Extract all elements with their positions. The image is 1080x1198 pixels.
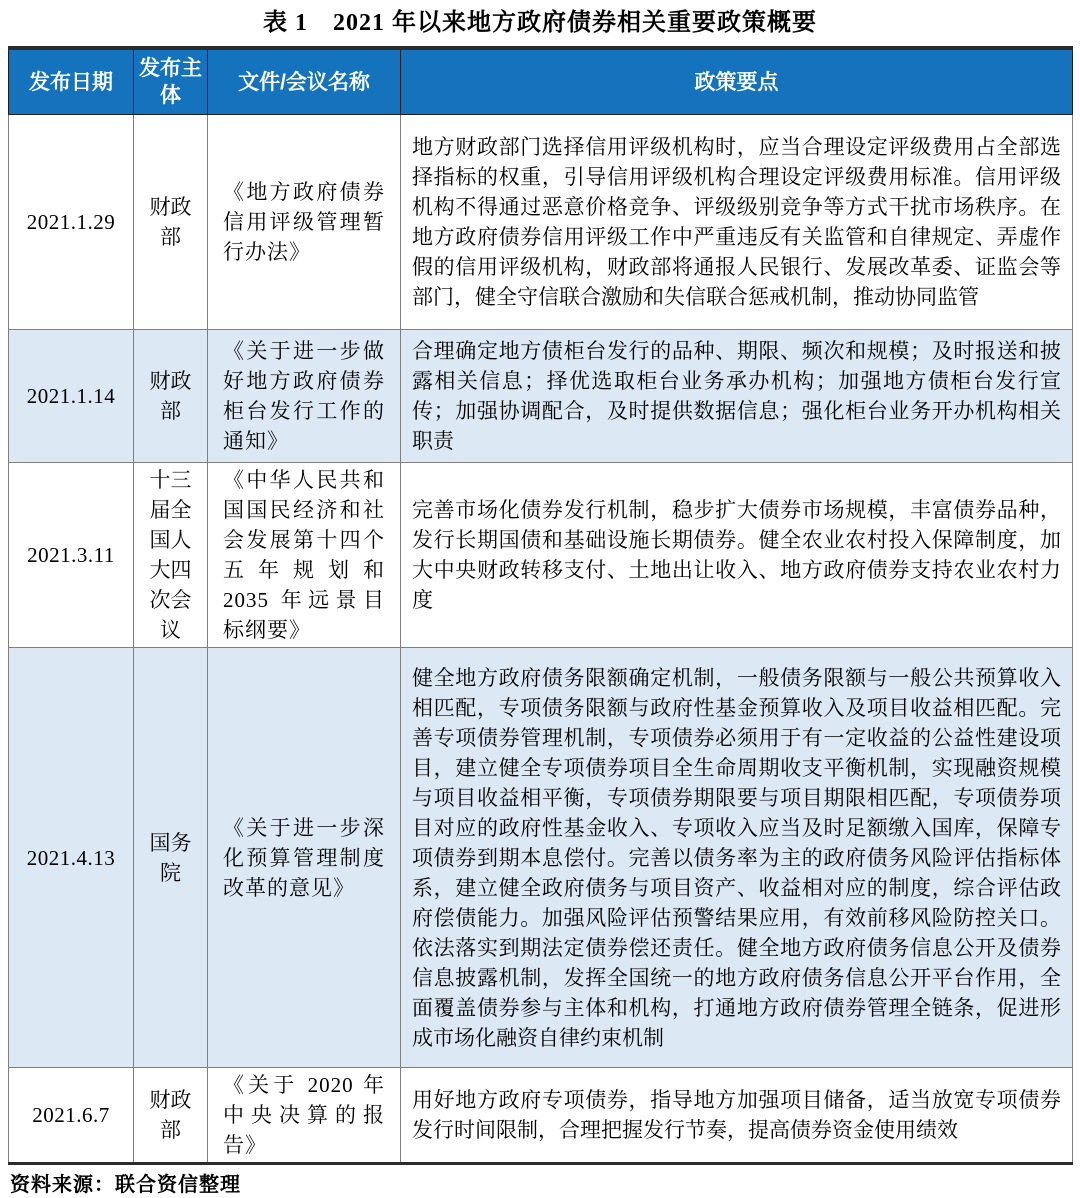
table-row <box>9 330 1073 463</box>
cell-issuer: 国务院 <box>134 648 208 1068</box>
cell-document: 《关于进一步做好地方政府债券柜台发行工作的通知》 <box>208 330 401 463</box>
cell-points: 地方财政部门选择信用评级机构时，应当合理设定评级费用占全部选择指标的权重，引导信用评级机构合理设定评级费用标准。信用评级机构不得通过恶意价格竞争、评级级别竞争等方式干扰市场秩序。在地方政府债券信用评级工作中严重违反有关监管和自律规定、弄虚作假的信用评级机构，财政部将通报人民银行、发展改革委、证监会等部门，健全守信联合激励和失信联合惩戒机制，推动协同监管 <box>401 115 1073 330</box>
table-header-row <box>9 48 1073 115</box>
cell-issuer: 财政部 <box>134 1068 208 1164</box>
header-policy-points: 政策要点 <box>401 48 1073 115</box>
header-issuer: 发布主体 <box>134 48 208 115</box>
source-note: 资料来源：联合资信整理 <box>10 1174 241 1196</box>
cell-points: 合理确定地方债柜台发行的品种、期限、频次和规模；及时报送和披露相关信息；择优选取柜台业务承办机构；加强地方债柜台发行宣传；加强协调配合，及时提供数据信息；强化柜台业务开办机构相关职责 <box>401 330 1073 463</box>
cell-points: 健全地方政府债务限额确定机制，一般债务限额与一般公共预算收入相匹配，专项债务限额与政府性基金预算收入及项目收益相匹配。完善专项债券管理机制，专项债券必须用于有一定收益的公益性建设项目，建立健全专项债券项目全生命周期收支平衡机制，实现融资规模与项目收益相平衡，专项债券期限要与项目期限相匹配，专项债券项目对应的政府性基金收入、专项收入应当及时足额缴入国库，保障专项债券到期本息偿付。完善以债务率为主的政府债务风险评估指标体系，建立健全政府债务与项目资产、收益相对应的制度，综合评估政府偿债能力。加强风险评估预警结果应用，有效前移风险防控关口。依法落实到期法定债券偿还责任。健全地方政府债务信息公开及债券信息披露机制，发挥全国统一的地方政府债务信息公开平台作用，全面覆盖债券参与主体和机构，打通地方政府债券管理全链条，促进形成市场化融资自律约束机制 <box>401 648 1073 1068</box>
cell-date: 2021.1.29 <box>9 115 134 330</box>
cell-document: 《地方政府债券信用评级管理暂行办法》 <box>208 115 401 330</box>
policy-table <box>8 46 1073 1165</box>
table-row <box>9 1068 1073 1164</box>
table-title: 表 1 2021 年以来地方政府债券相关重要政策概要 <box>263 10 817 36</box>
cell-date: 2021.3.11 <box>9 463 134 648</box>
cell-document: 《中华人民共和国国民经济和社会发展第十四个五年规划和 2035 年远景目标纲要》 <box>208 463 401 648</box>
cell-issuer: 十三届全国人大四次会议 <box>134 463 208 648</box>
cell-document: 《关于 2020 年中央决算的报告》 <box>208 1068 401 1164</box>
table-row <box>9 648 1073 1068</box>
header-release-date: 发布日期 <box>9 48 134 115</box>
cell-issuer: 财政部 <box>134 115 208 330</box>
cell-date: 2021.4.13 <box>9 648 134 1068</box>
table-body <box>9 115 1073 1164</box>
cell-points: 用好地方政府专项债券，指导地方加强项目储备，适当放宽专项债券发行时间限制，合理把握发行节奏，提高债券资金使用绩效 <box>401 1068 1073 1164</box>
cell-date: 2021.6.7 <box>9 1068 134 1164</box>
header-document-name: 文件/会议名称 <box>208 48 401 115</box>
cell-points: 完善市场化债券发行机制，稳步扩大债券市场规模，丰富债券品种，发行长期国债和基础设施长期债券。健全农业农村投入保障制度，加大中央财政转移支付、土地出让收入、地方政府债券支持农业农村力度 <box>401 463 1073 648</box>
cell-issuer: 财政部 <box>134 330 208 463</box>
cell-date: 2021.1.14 <box>9 330 134 463</box>
table-row <box>9 463 1073 648</box>
table-row <box>9 115 1073 330</box>
cell-document: 《关于进一步深化预算管理制度改革的意见》 <box>208 648 401 1068</box>
